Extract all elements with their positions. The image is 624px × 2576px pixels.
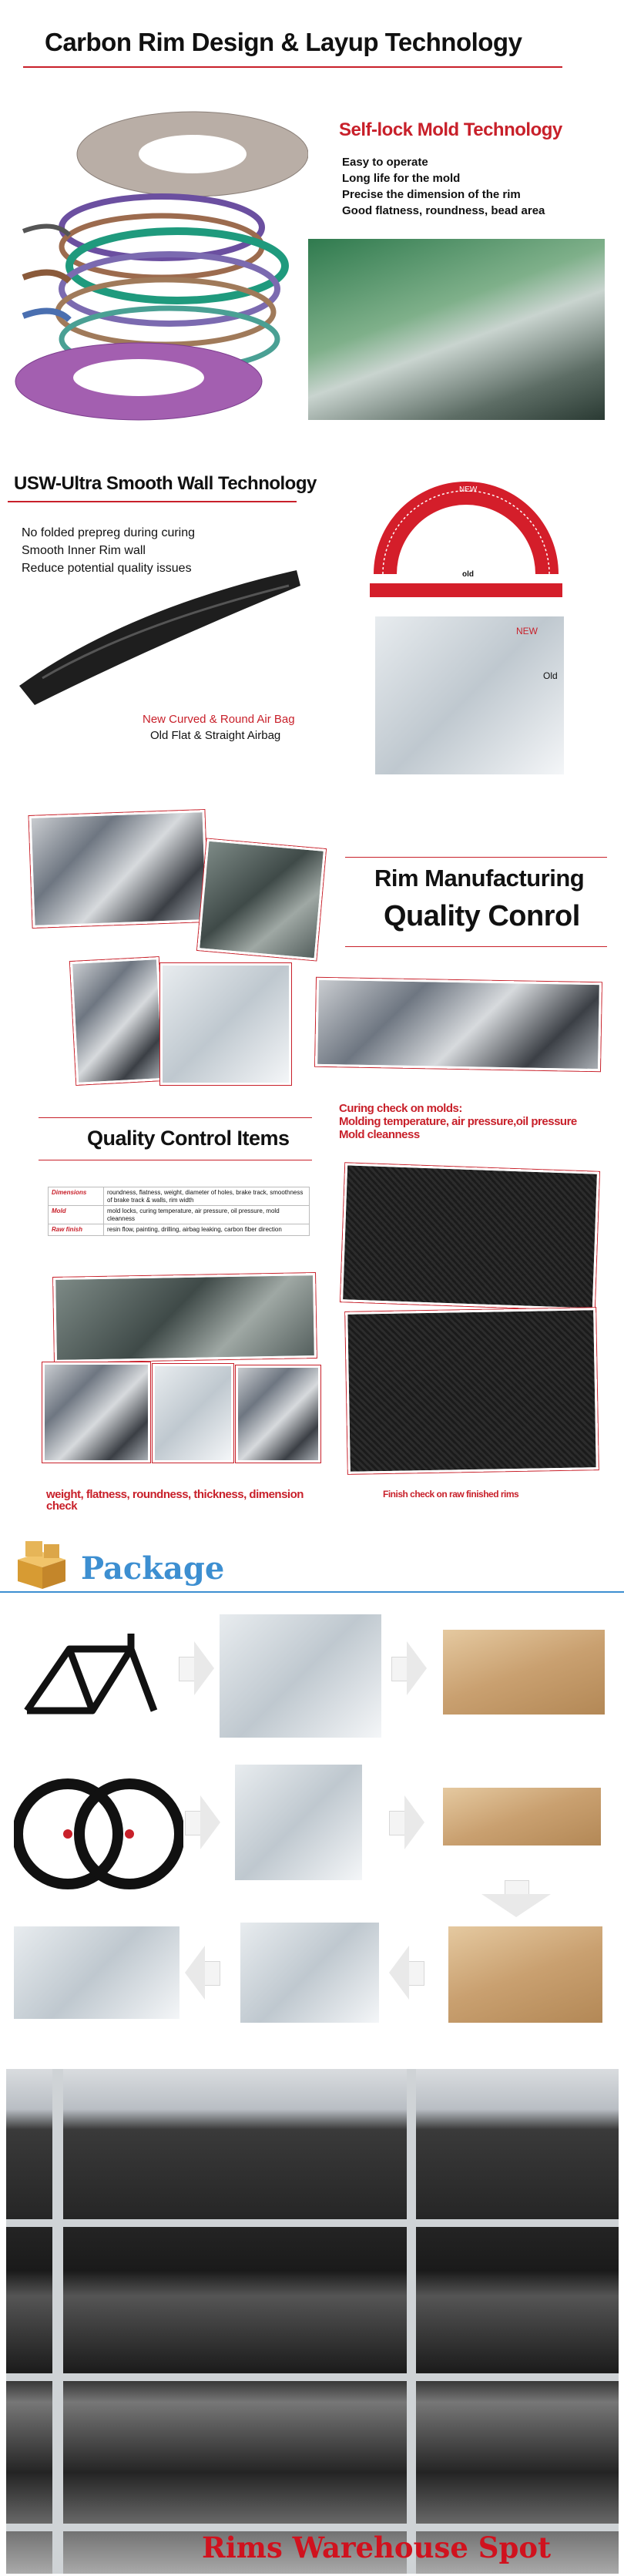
section3-top-line <box>345 857 607 858</box>
delivery-truck-photo <box>240 1923 379 2023</box>
factory-photo-4 <box>160 963 291 1085</box>
curing-photo <box>341 1163 599 1310</box>
arrow-right-icon <box>391 1641 427 1695</box>
mold-photo <box>308 239 605 420</box>
arrow-right-icon <box>389 1795 424 1849</box>
sealed-box-photo <box>448 1926 602 2023</box>
caption-left: weight, flatness, roundness, thickness, dimension check <box>46 1488 304 1513</box>
qc-value: resin flow, painting, drilling, airbag leaking, carbon fiber direction <box>104 1224 310 1236</box>
curing-line: Molding temperature, air pressure,oil pressure <box>339 1115 577 1128</box>
qc-value: roundness, flatness, weight, diameter of holes, brake track, smoothness of brake track & walls, rim width <box>104 1187 310 1206</box>
package-title-rule <box>0 1591 624 1593</box>
caption-right: Finish check on raw finished rims <box>383 1489 519 1500</box>
table-row <box>49 1206 310 1224</box>
usw-point: Reduce potential quality issues <box>22 562 192 575</box>
wheels-product-image <box>14 1772 183 1896</box>
arrow-left-icon <box>185 1946 220 2000</box>
qc-photo-caliper <box>53 1273 317 1362</box>
usw-point: Smooth Inner Rim wall <box>22 544 146 557</box>
section1-title-underline <box>23 66 562 68</box>
gauge-new-label: NEW <box>459 485 478 494</box>
section2-title-underline <box>8 501 297 502</box>
warehouse-rack-overlay <box>6 2069 619 2574</box>
factory-photo-5 <box>315 978 602 1071</box>
gauge-old-label: old <box>462 570 474 579</box>
wheels-box-photo <box>443 1788 601 1846</box>
usw-point: No folded prepreg during curing <box>22 526 196 539</box>
photo-new-label: NEW <box>516 626 538 636</box>
section3-bottom-line <box>345 946 607 947</box>
qc-title: Quality Control Items <box>87 1127 290 1150</box>
qc-key: Dimensions <box>49 1187 104 1206</box>
arrow-right-icon <box>179 1641 214 1695</box>
factory-photo-2 <box>197 839 326 961</box>
legend-new: New Curved & Round Air Bag <box>143 713 295 726</box>
table-row <box>49 1224 310 1236</box>
frame-box-photo <box>443 1630 605 1715</box>
layup-exploded-diagram <box>8 92 308 432</box>
arrow-left-icon <box>389 1946 424 2000</box>
air-shipping-photo <box>14 1926 179 2019</box>
qc-photo-measure-3 <box>236 1365 320 1463</box>
frame-product-image <box>15 1626 169 1726</box>
arrow-right-icon <box>185 1795 220 1849</box>
warehouse-caption: Rims Warehouse Spot <box>202 2531 552 2564</box>
factory-photo-3 <box>70 957 165 1085</box>
warehouse-photo <box>6 2069 619 2574</box>
curing-check-text <box>339 1102 577 1141</box>
rim-section-image <box>12 563 304 709</box>
mold-point: Precise the dimension of the rim <box>342 188 521 201</box>
mold-title: Self-lock Mold Technology <box>339 119 562 140</box>
frame-wrapped-photo <box>220 1614 381 1738</box>
qc-photo-measure-1 <box>42 1362 150 1463</box>
qc-key: Mold <box>49 1206 104 1224</box>
mold-point: Long life for the mold <box>342 172 461 185</box>
section3-title-line2: Quality Conrol <box>384 900 580 932</box>
finish-photo <box>345 1308 599 1474</box>
curing-line: Mold cleanness <box>339 1128 420 1141</box>
section3-title-line1: Rim Manufacturing <box>374 865 585 892</box>
qc-photo-measure-2 <box>153 1364 233 1463</box>
qc-items-table <box>48 1187 310 1236</box>
legend-old: Old Flat & Straight Airbag <box>150 729 281 742</box>
package-box-icon <box>12 1540 72 1589</box>
mold-point: Easy to operate <box>342 156 428 169</box>
table-row <box>49 1187 310 1206</box>
qc-key: Raw finish <box>49 1224 104 1236</box>
factory-photo-1 <box>29 810 209 928</box>
section1-title: Carbon Rim Design & Layup Technology <box>45 28 522 56</box>
package-title: Package <box>81 1550 225 1587</box>
mold-point: Good flatness, roundness, bead area <box>342 204 545 217</box>
photo-old-label: Old <box>543 670 558 681</box>
section2-title: USW-Ultra Smooth Wall Technology <box>14 473 317 494</box>
mold-points <box>342 154 545 219</box>
arrow-down-icon <box>481 1880 551 1919</box>
qc-value: mold locks, curing temperature, air pressure, oil pressure, mold cleanness <box>104 1206 310 1224</box>
qc-title-top-line <box>39 1117 312 1118</box>
wheels-wrapped-photo <box>235 1765 362 1880</box>
airbag-photo <box>375 616 564 774</box>
curing-line: Curing check on molds: <box>339 1102 462 1115</box>
